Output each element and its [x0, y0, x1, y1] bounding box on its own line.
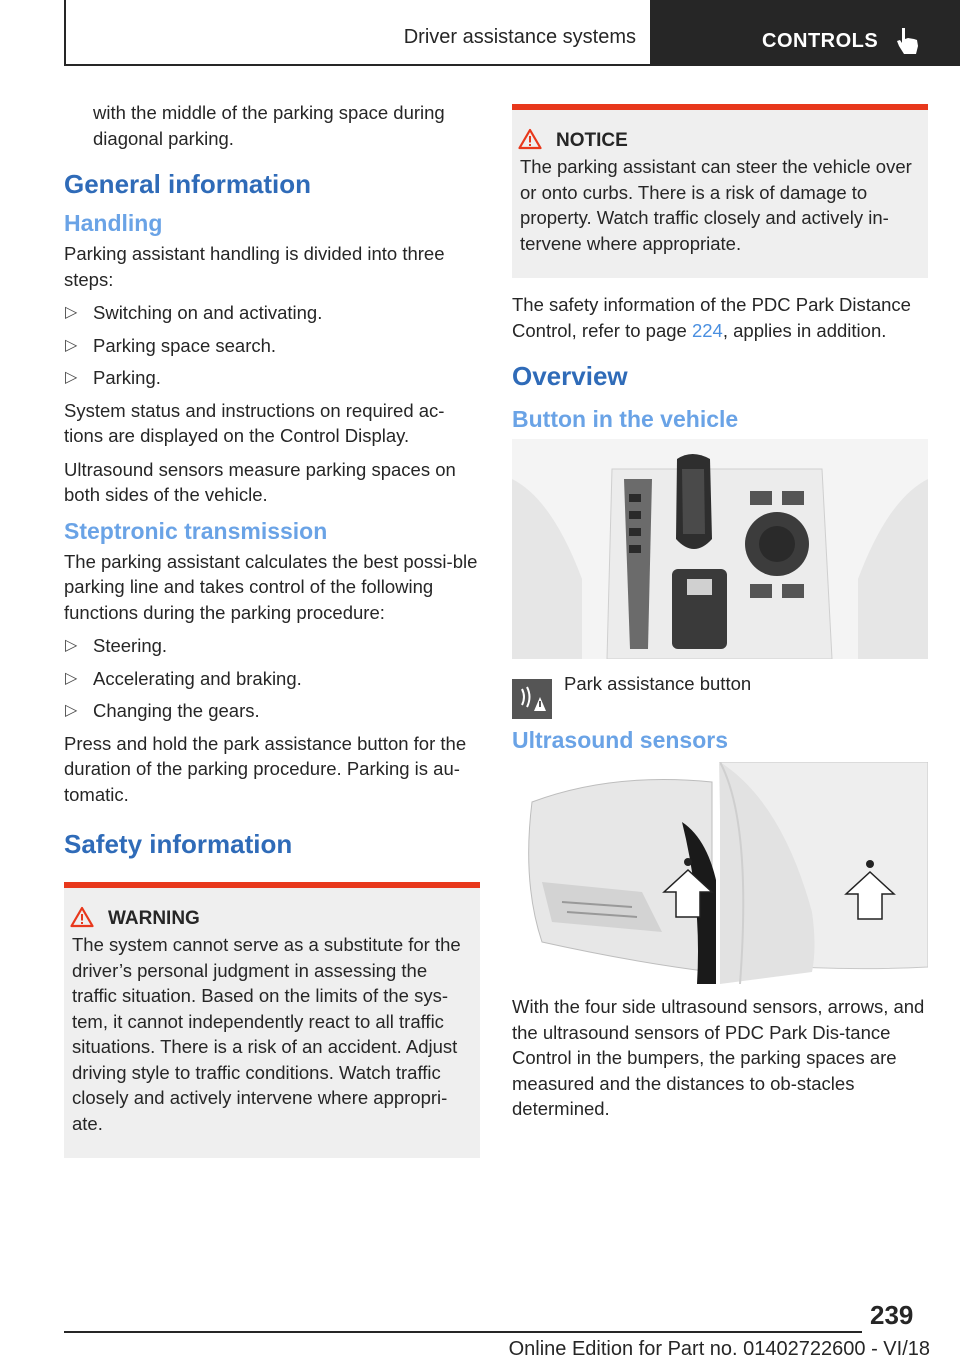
- header-section-title: Driver assistance systems: [403, 26, 636, 48]
- bullet-triangle-icon: ▷: [65, 304, 78, 321]
- bullet-triangle-icon: ▷: [65, 369, 78, 386]
- button-in-vehicle-heading: Button in the vehicle: [512, 406, 739, 432]
- bullet-triangle-icon: ▷: [65, 702, 78, 719]
- left-column: [64, 100, 480, 1172]
- notice-box: [512, 104, 928, 278]
- handling-heading: Handling: [64, 210, 163, 236]
- steptronic-list: [64, 633, 480, 724]
- list-item: ▷ Accelerating and braking.: [64, 666, 480, 692]
- bumper-sensors-illustration: [512, 762, 928, 984]
- notice-title: NOTICE: [556, 130, 628, 151]
- footer-divider: [64, 1331, 862, 1333]
- park-assistance-button-icon: [512, 679, 552, 719]
- list-item: ▷ Parking.: [64, 365, 480, 391]
- warning-triangle-icon: [70, 906, 94, 928]
- warning-text: The system cannot serve as a substitute for the driver’s personal judgment in assessing the traffic situation. Based on the limits of the sys-tem, it cannot independently react to all traffic situations. There is a risk of an accident. Adjust driving style to traffic conditions. Watch traffic closely and actively intervene where appropri-ate.: [72, 934, 461, 1134]
- intro-text: with the middle of the parking space during diagonal parking.: [93, 102, 445, 149]
- safety-information-heading: Safety information: [64, 829, 293, 859]
- pointing-hand-icon: [894, 26, 922, 56]
- notice-triangle-icon: [518, 128, 542, 150]
- steptronic-heading: Steptronic transmission: [64, 517, 328, 544]
- ultrasound-sensors-image: [512, 762, 928, 984]
- handling-text: Parking assistant handling is divided into three steps:: [64, 243, 445, 290]
- overview-heading: Overview: [512, 361, 628, 391]
- list-item: ▷ Changing the gears.: [64, 698, 480, 724]
- center-console-image: [512, 439, 928, 659]
- header-underline: [64, 64, 650, 66]
- warning-title-row: [108, 908, 472, 930]
- bullet-triangle-icon: ▷: [65, 336, 78, 354]
- notice-text: The parking assistant can steer the vehicle over or onto curbs. There is a risk of damage to property. Watch traffic closely and actively in-tervene where appropriate.: [520, 156, 912, 254]
- warning-title: WARNING: [108, 908, 200, 929]
- pdc-reference-text: The safety information of the PDC Park Distance Control, refer to page 224, applies in addition.: [512, 294, 911, 341]
- bullet-triangle-icon: ▷: [65, 637, 78, 654]
- warning-box: [64, 882, 480, 1158]
- handling-steps-list: [64, 300, 480, 391]
- steptronic-text: The parking assistant calculates the best possi-ble parking line and takes control of the following functions during the parking procedure:: [64, 550, 478, 623]
- legend-label: Park assistance button: [564, 673, 752, 694]
- header-controls-label: CONTROLS: [762, 30, 879, 52]
- header-controls-tab[interactable]: [650, 0, 960, 66]
- right-column: [512, 100, 928, 1130]
- bullet-triangle-icon: ▷: [65, 669, 78, 687]
- list-item: ▷ Steering.: [64, 633, 480, 659]
- press-hold-text: Press and hold the park assistance button for the duration of the parking procedure. Parking is au-tomatic.: [64, 732, 467, 805]
- ultrasound-sensors-heading: Ultrasound sensors: [512, 727, 728, 753]
- status-text: System status and instructions on required ac-tions are displayed on the Control Display.: [64, 399, 445, 446]
- notice-title-row: [556, 130, 920, 152]
- ultrasound-text: Ultrasound sensors measure parking spaces on both sides of the vehicle.: [64, 458, 456, 505]
- list-item: ▷ Switching on and activating.: [64, 300, 480, 326]
- page-number: 239: [870, 1300, 914, 1330]
- sensors-text: With the four side ultrasound sensors, arrows, and the ultrasound sensors of PDC Park Dis-tance Control in the bumpers, the parking spaces are measured and the distances to ob-stacles determined.: [512, 996, 925, 1119]
- footer-edition: Online Edition for Part no. 01402722600 - VI/18: [508, 1338, 930, 1360]
- list-item: ▷ Parking space search.: [64, 333, 480, 359]
- general-information-heading: General information: [64, 169, 312, 199]
- center-console-illustration: [512, 439, 928, 659]
- legend-park-assist: [512, 673, 928, 717]
- page-reference-link[interactable]: 224: [691, 319, 723, 341]
